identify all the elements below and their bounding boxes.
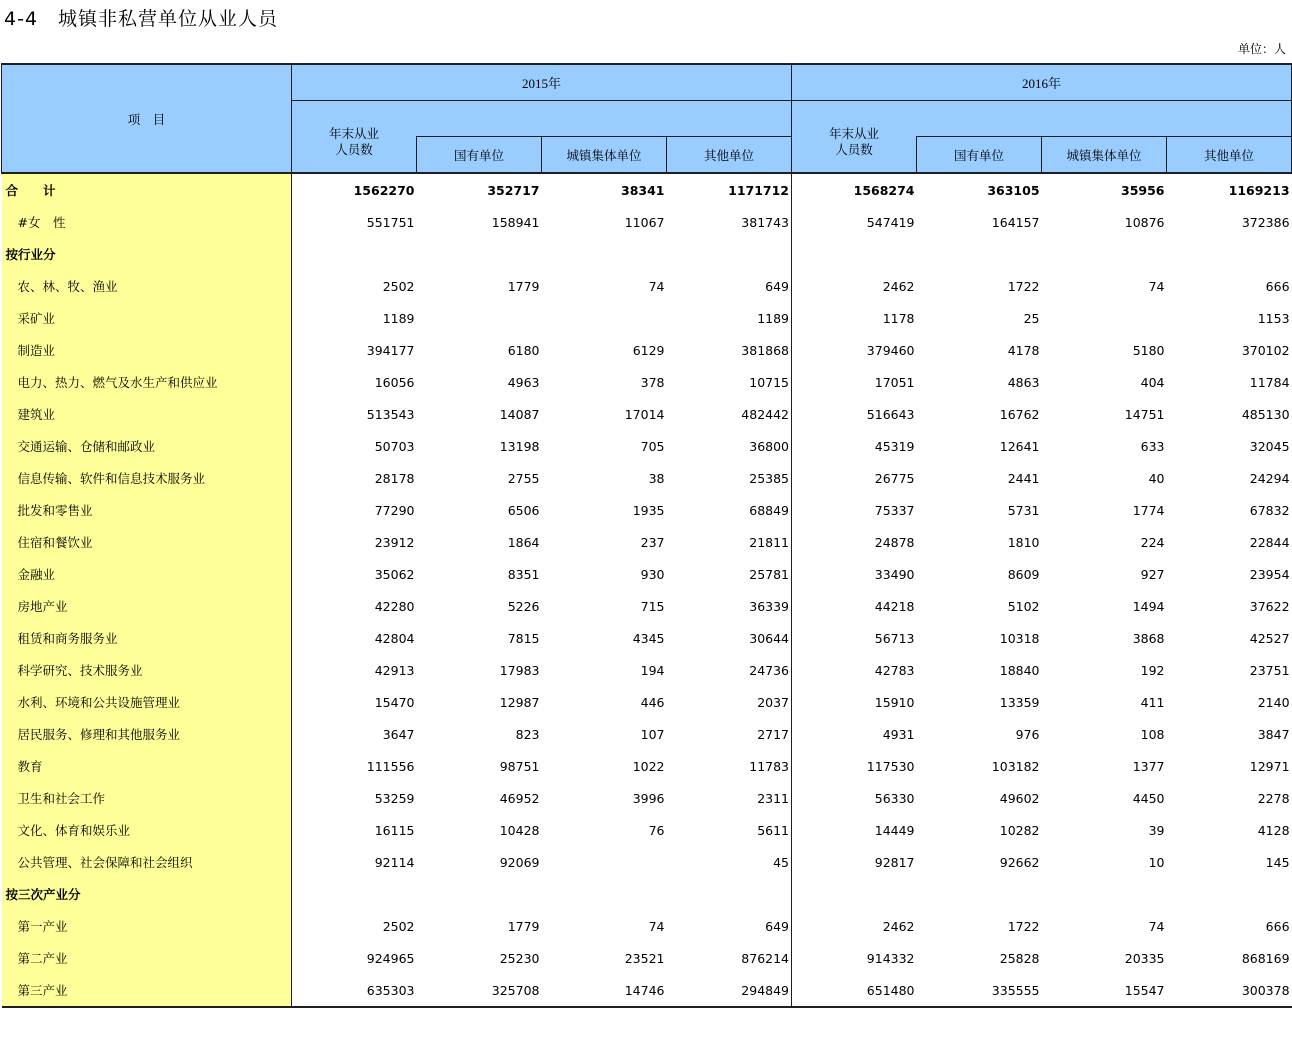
row-label: #女 性 bbox=[2, 206, 292, 238]
cell-value: 411 bbox=[1140, 694, 1165, 710]
cell-value: 77290 bbox=[374, 502, 415, 518]
cell-value: 25828 bbox=[999, 950, 1040, 966]
cell-value: 924965 bbox=[366, 950, 415, 966]
cell-value: 111556 bbox=[366, 758, 415, 774]
cell-value: 107 bbox=[640, 726, 665, 742]
cell-value: 92662 bbox=[999, 854, 1040, 870]
cell-value: 24878 bbox=[792, 526, 917, 558]
cell-value: 32045 bbox=[1249, 438, 1290, 454]
cell-value: 25 bbox=[1023, 310, 1040, 326]
table-row bbox=[2, 974, 1292, 1007]
cell-value: 1568274 bbox=[792, 173, 917, 206]
cell-value: 23954 bbox=[1249, 566, 1290, 582]
cell-value: 17983 bbox=[499, 662, 540, 678]
cell-value: 1189 bbox=[757, 310, 790, 326]
cell-value: 45319 bbox=[792, 430, 917, 462]
cell-value: 13198 bbox=[499, 438, 540, 454]
cell-value: 49602 bbox=[999, 790, 1040, 806]
cell-value: 224 bbox=[1140, 534, 1165, 550]
cell-value: 28178 bbox=[374, 470, 415, 486]
cell-value: 30644 bbox=[749, 630, 790, 646]
cell-value: 36339 bbox=[749, 598, 790, 614]
row-label: 公共管理、社会保障和社会组织 bbox=[2, 846, 292, 878]
cell-value: 2717 bbox=[757, 726, 790, 742]
row-label: 第二产业 bbox=[2, 942, 292, 974]
cell-value: 14746 bbox=[542, 974, 667, 1007]
cell-value: 300378 bbox=[1167, 974, 1292, 1007]
cell-value bbox=[917, 878, 1042, 910]
header-other-2016: 其他单位 bbox=[1167, 137, 1292, 174]
cell-value: 370102 bbox=[1241, 342, 1290, 358]
cell-value: 37622 bbox=[1249, 598, 1290, 614]
header-gap-2016 bbox=[917, 101, 1292, 137]
cell-value bbox=[417, 238, 542, 270]
cell-value: 381743 bbox=[741, 214, 790, 230]
cell-value: 635303 bbox=[292, 974, 417, 1007]
cell-value: 1169213 bbox=[1228, 182, 1290, 198]
cell-value: 649 bbox=[765, 278, 790, 294]
cell-value bbox=[292, 238, 417, 270]
cell-value: 22844 bbox=[1249, 534, 1290, 550]
table-row bbox=[2, 526, 1292, 558]
cell-value: 394177 bbox=[366, 342, 415, 358]
cell-value: 13359 bbox=[999, 694, 1040, 710]
row-label: 水利、环境和公共设施管理业 bbox=[2, 686, 292, 718]
header-year-2016: 2016年 bbox=[792, 64, 1292, 101]
cell-value: 4128 bbox=[1257, 822, 1290, 838]
cell-value: 12971 bbox=[1249, 758, 1290, 774]
cell-value: 50703 bbox=[374, 438, 415, 454]
table-row bbox=[2, 942, 1292, 974]
cell-value: 876214 bbox=[741, 950, 790, 966]
cell-value: 7815 bbox=[507, 630, 540, 646]
row-label: 信息传输、软件和信息技术服务业 bbox=[2, 462, 292, 494]
cell-value: 74 bbox=[648, 918, 665, 934]
cell-value: 42783 bbox=[792, 654, 917, 686]
cell-value: 35062 bbox=[374, 566, 415, 582]
cell-value: 485130 bbox=[1241, 406, 1290, 422]
cell-value: 2278 bbox=[1257, 790, 1290, 806]
cell-value: 11784 bbox=[1249, 374, 1290, 390]
table-row bbox=[2, 398, 1292, 430]
header-other-2015: 其他单位 bbox=[667, 137, 792, 174]
cell-value: 633 bbox=[1140, 438, 1165, 454]
cell-value: 8609 bbox=[1007, 566, 1040, 582]
cell-value: 42280 bbox=[374, 598, 415, 614]
cell-value: 649 bbox=[765, 918, 790, 934]
cell-value: 2311 bbox=[757, 790, 790, 806]
cell-value: 1774 bbox=[1132, 502, 1165, 518]
cell-value: 1153 bbox=[1257, 310, 1290, 326]
cell-value: 2037 bbox=[757, 694, 790, 710]
cell-value: 16056 bbox=[374, 374, 415, 390]
cell-value bbox=[667, 238, 792, 270]
cell-value: 2502 bbox=[382, 918, 415, 934]
cell-value: 927 bbox=[1140, 566, 1165, 582]
row-label: 批发和零售业 bbox=[2, 494, 292, 526]
cell-value: 158941 bbox=[491, 214, 540, 230]
cell-value: 11783 bbox=[749, 758, 790, 774]
cell-value: 705 bbox=[640, 438, 665, 454]
cell-value: 76 bbox=[648, 822, 665, 838]
cell-value: 237 bbox=[640, 534, 665, 550]
cell-value: 1377 bbox=[1132, 758, 1165, 774]
cell-value: 53259 bbox=[374, 790, 415, 806]
header-total-2015-text: 年末从业 人员数 bbox=[328, 125, 379, 157]
page-title: 4-4 城镇非私营单位从业人员 bbox=[4, 8, 279, 30]
cell-value: 294849 bbox=[667, 974, 792, 1007]
cell-value: 715 bbox=[640, 598, 665, 614]
cell-value: 24294 bbox=[1249, 470, 1290, 486]
header-item: 项 目 bbox=[2, 64, 292, 173]
cell-value bbox=[542, 302, 667, 334]
cell-value: 2462 bbox=[792, 910, 917, 942]
cell-value: 404 bbox=[1140, 374, 1165, 390]
cell-value: 1022 bbox=[632, 758, 665, 774]
cell-value: 6180 bbox=[507, 342, 540, 358]
cell-value: 12641 bbox=[999, 438, 1040, 454]
cell-value bbox=[1167, 238, 1292, 270]
cell-value: 10428 bbox=[499, 822, 540, 838]
cell-value: 39 bbox=[1148, 822, 1165, 838]
row-label: 农、林、牧、渔业 bbox=[2, 270, 292, 302]
cell-value: 551751 bbox=[366, 214, 415, 230]
row-label: 居民服务、修理和其他服务业 bbox=[2, 718, 292, 750]
cell-value: 40 bbox=[1148, 470, 1165, 486]
cell-value: 14751 bbox=[1124, 406, 1165, 422]
cell-value: 651480 bbox=[792, 974, 917, 1007]
cell-value: 4345 bbox=[632, 630, 665, 646]
cell-value: 10876 bbox=[1124, 214, 1165, 230]
cell-value: 335555 bbox=[917, 974, 1042, 1007]
row-label: 按三次产业分 bbox=[2, 878, 292, 910]
cell-value: 192 bbox=[1140, 662, 1165, 678]
cell-value: 6129 bbox=[632, 342, 665, 358]
cell-value: 24736 bbox=[749, 662, 790, 678]
cell-value: 23912 bbox=[374, 534, 415, 550]
cell-value: 46952 bbox=[499, 790, 540, 806]
cell-value: 4450 bbox=[1132, 790, 1165, 806]
unit-label: 单位：人 bbox=[1237, 42, 1286, 56]
cell-value: 2462 bbox=[792, 270, 917, 302]
row-label: 第三产业 bbox=[2, 974, 292, 1007]
cell-value: 1171712 bbox=[728, 182, 790, 198]
cell-value: 36800 bbox=[749, 438, 790, 454]
row-label: 住宿和餐饮业 bbox=[2, 526, 292, 558]
cell-value bbox=[542, 878, 667, 910]
cell-value: 33490 bbox=[792, 558, 917, 590]
cell-value: 35956 bbox=[1121, 182, 1165, 198]
cell-value: 10715 bbox=[749, 374, 790, 390]
header-year-2015: 2015年 bbox=[292, 64, 792, 101]
cell-value: 12987 bbox=[499, 694, 540, 710]
cell-value: 513543 bbox=[366, 406, 415, 422]
cell-value: 666 bbox=[1265, 918, 1290, 934]
table-row bbox=[2, 686, 1292, 718]
cell-value: 42527 bbox=[1249, 630, 1290, 646]
cell-value: 67832 bbox=[1249, 502, 1290, 518]
cell-value: 914332 bbox=[792, 942, 917, 974]
cell-value: 10282 bbox=[999, 822, 1040, 838]
cell-value: 3868 bbox=[1132, 630, 1165, 646]
table-row bbox=[2, 782, 1292, 814]
cell-value: 1722 bbox=[1007, 918, 1040, 934]
row-label: 电力、热力、燃气及水生产和供应业 bbox=[2, 366, 292, 398]
cell-value bbox=[1042, 878, 1167, 910]
cell-value: 10 bbox=[1148, 854, 1165, 870]
cell-value: 15910 bbox=[792, 686, 917, 718]
table-row bbox=[2, 814, 1292, 846]
table-row bbox=[2, 334, 1292, 366]
cell-value: 482442 bbox=[741, 406, 790, 422]
cell-value: 145 bbox=[1265, 854, 1290, 870]
table-row bbox=[2, 590, 1292, 622]
cell-value: 325708 bbox=[417, 974, 542, 1007]
cell-value: 92114 bbox=[374, 854, 415, 870]
cell-value: 15470 bbox=[374, 694, 415, 710]
table-row bbox=[2, 718, 1292, 750]
cell-value: 378 bbox=[640, 374, 665, 390]
row-label: 交通运输、仓储和邮政业 bbox=[2, 430, 292, 462]
row-label: 文化、体育和娱乐业 bbox=[2, 814, 292, 846]
cell-value: 516643 bbox=[792, 398, 917, 430]
cell-value: 666 bbox=[1265, 278, 1290, 294]
cell-value: 17014 bbox=[624, 406, 665, 422]
table-row bbox=[2, 750, 1292, 782]
cell-value: 20335 bbox=[1124, 950, 1165, 966]
cell-value bbox=[667, 878, 792, 910]
cell-value: 42913 bbox=[374, 662, 415, 678]
cell-value: 25781 bbox=[749, 566, 790, 582]
row-label: 制造业 bbox=[2, 334, 292, 366]
cell-value: 547419 bbox=[792, 206, 917, 238]
row-label: 合 计 bbox=[2, 173, 292, 206]
cell-value: 381868 bbox=[741, 342, 790, 358]
cell-value: 44218 bbox=[792, 590, 917, 622]
table-row bbox=[2, 430, 1292, 462]
cell-value: 68849 bbox=[749, 502, 790, 518]
table-row bbox=[2, 462, 1292, 494]
cell-value bbox=[1042, 238, 1167, 270]
cell-value: 16115 bbox=[374, 822, 415, 838]
cell-value: 1562270 bbox=[353, 182, 415, 198]
row-label: 教育 bbox=[2, 750, 292, 782]
table-row bbox=[2, 302, 1292, 334]
cell-value: 1189 bbox=[382, 310, 415, 326]
cell-value: 446 bbox=[640, 694, 665, 710]
cell-value: 2502 bbox=[382, 278, 415, 294]
cell-value: 15547 bbox=[1042, 974, 1167, 1007]
cell-value: 823 bbox=[515, 726, 540, 742]
cell-value: 5226 bbox=[507, 598, 540, 614]
cell-value: 42804 bbox=[374, 630, 415, 646]
cell-value bbox=[792, 878, 917, 910]
cell-value: 92817 bbox=[792, 846, 917, 878]
employment-table bbox=[1, 63, 1292, 1008]
cell-value: 164157 bbox=[991, 214, 1040, 230]
cell-value: 4963 bbox=[507, 374, 540, 390]
row-label: 房地产业 bbox=[2, 590, 292, 622]
cell-value: 74 bbox=[1148, 278, 1165, 294]
cell-value: 26775 bbox=[792, 462, 917, 494]
table-row bbox=[2, 270, 1292, 302]
table-row bbox=[2, 494, 1292, 526]
cell-value: 4178 bbox=[1007, 342, 1040, 358]
header-collective-2015: 城镇集体单位 bbox=[542, 137, 667, 174]
table-row bbox=[2, 558, 1292, 590]
cell-value: 45 bbox=[773, 854, 790, 870]
table-row bbox=[2, 910, 1292, 942]
cell-value: 352717 bbox=[487, 182, 540, 198]
cell-value: 17051 bbox=[792, 366, 917, 398]
cell-value: 23751 bbox=[1249, 662, 1290, 678]
table-row bbox=[2, 206, 1292, 238]
table-row bbox=[2, 878, 1292, 910]
cell-value: 75337 bbox=[792, 494, 917, 526]
cell-value: 2755 bbox=[507, 470, 540, 486]
row-label: 租赁和商务服务业 bbox=[2, 622, 292, 654]
row-label: 第一产业 bbox=[2, 910, 292, 942]
cell-value: 2140 bbox=[1257, 694, 1290, 710]
cell-value: 56330 bbox=[792, 782, 917, 814]
header-total-2016 bbox=[792, 101, 917, 174]
header-state-2016: 国有单位 bbox=[917, 137, 1042, 174]
cell-value bbox=[542, 846, 667, 878]
cell-value: 4931 bbox=[792, 718, 917, 750]
cell-value: 1779 bbox=[507, 918, 540, 934]
cell-value bbox=[1167, 878, 1292, 910]
cell-value: 372386 bbox=[1241, 214, 1290, 230]
cell-value: 21811 bbox=[749, 534, 790, 550]
cell-value bbox=[417, 302, 542, 334]
cell-value: 23521 bbox=[624, 950, 665, 966]
row-label: 卫生和社会工作 bbox=[2, 782, 292, 814]
cell-value: 868169 bbox=[1241, 950, 1290, 966]
cell-value: 4863 bbox=[1007, 374, 1040, 390]
cell-value: 5102 bbox=[1007, 598, 1040, 614]
cell-value: 74 bbox=[1148, 918, 1165, 934]
cell-value: 14087 bbox=[499, 406, 540, 422]
table-row bbox=[2, 622, 1292, 654]
cell-value: 98751 bbox=[499, 758, 540, 774]
cell-value: 1810 bbox=[1007, 534, 1040, 550]
cell-value: 92069 bbox=[499, 854, 540, 870]
cell-value: 3647 bbox=[382, 726, 415, 742]
cell-value: 1779 bbox=[507, 278, 540, 294]
table-row bbox=[2, 238, 1292, 270]
cell-value: 379460 bbox=[792, 334, 917, 366]
cell-value bbox=[542, 238, 667, 270]
cell-value: 2441 bbox=[1007, 470, 1040, 486]
cell-value bbox=[417, 878, 542, 910]
cell-value: 1722 bbox=[1007, 278, 1040, 294]
cell-value: 38 bbox=[648, 470, 665, 486]
cell-value: 3996 bbox=[632, 790, 665, 806]
table-row bbox=[2, 846, 1292, 878]
row-label: 按行业分 bbox=[2, 238, 292, 270]
cell-value: 1494 bbox=[1132, 598, 1165, 614]
table-row bbox=[2, 173, 1292, 206]
cell-value: 56713 bbox=[792, 622, 917, 654]
cell-value: 8351 bbox=[507, 566, 540, 582]
cell-value: 14449 bbox=[792, 814, 917, 846]
cell-value: 117530 bbox=[792, 750, 917, 782]
cell-value bbox=[792, 238, 917, 270]
row-label: 采矿业 bbox=[2, 302, 292, 334]
cell-value: 930 bbox=[640, 566, 665, 582]
cell-value: 6506 bbox=[507, 502, 540, 518]
table-row bbox=[2, 366, 1292, 398]
cell-value: 5731 bbox=[1007, 502, 1040, 518]
cell-value: 194 bbox=[640, 662, 665, 678]
header-collective-2016: 城镇集体单位 bbox=[1042, 137, 1167, 174]
header-state-2015: 国有单位 bbox=[417, 137, 542, 174]
cell-value bbox=[292, 878, 417, 910]
row-label: 建筑业 bbox=[2, 398, 292, 430]
table-row bbox=[2, 654, 1292, 686]
cell-value: 363105 bbox=[987, 182, 1040, 198]
row-label: 科学研究、技术服务业 bbox=[2, 654, 292, 686]
cell-value: 3847 bbox=[1257, 726, 1290, 742]
header-total-2015 bbox=[292, 101, 417, 174]
header-gap-2015 bbox=[417, 101, 792, 137]
cell-value: 18840 bbox=[999, 662, 1040, 678]
cell-value: 108 bbox=[1140, 726, 1165, 742]
cell-value: 38341 bbox=[621, 182, 665, 198]
cell-value: 11067 bbox=[624, 214, 665, 230]
cell-value: 74 bbox=[648, 278, 665, 294]
cell-value bbox=[917, 238, 1042, 270]
cell-value: 16762 bbox=[999, 406, 1040, 422]
cell-value: 10318 bbox=[999, 630, 1040, 646]
cell-value bbox=[1042, 302, 1167, 334]
cell-value: 1178 bbox=[792, 302, 917, 334]
cell-value: 25385 bbox=[749, 470, 790, 486]
cell-value: 5180 bbox=[1132, 342, 1165, 358]
cell-value: 976 bbox=[1015, 726, 1040, 742]
cell-value: 5611 bbox=[757, 822, 790, 838]
cell-value: 103182 bbox=[991, 758, 1040, 774]
header-total-2016-text: 年末从业 人员数 bbox=[829, 125, 880, 157]
cell-value: 25230 bbox=[499, 950, 540, 966]
cell-value: 1935 bbox=[632, 502, 665, 518]
row-label: 金融业 bbox=[2, 558, 292, 590]
cell-value: 1864 bbox=[507, 534, 540, 550]
